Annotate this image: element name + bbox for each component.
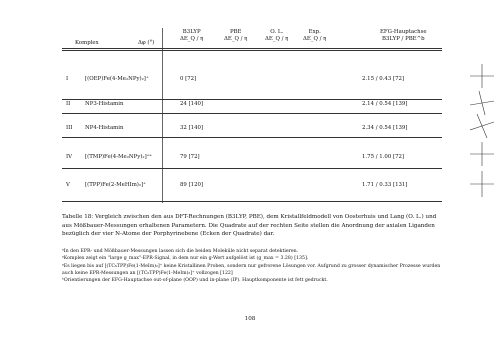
row-rule <box>62 113 442 114</box>
footnotes <box>62 248 442 284</box>
header-pbe: PBE ΔE_Q / η <box>224 29 248 42</box>
table-row: II NP3-Histamin 24 [140] 2.14 / 0.54 [139] <box>66 101 408 107</box>
row-rule <box>62 137 442 138</box>
ligand-orientation-square <box>470 113 496 141</box>
row-rule <box>62 168 442 169</box>
ligand-orientation-square <box>470 170 496 198</box>
table-row: III NP4-Histamin 32 [140] 2.34 / 0.54 [139] <box>66 125 408 131</box>
header-exp: Exp. ΔE_Q / η <box>303 29 327 42</box>
table-row: I [(OEP)Fe(4-Me₂NPy)₂]⁺ 0 [72] 2.15 / 0.43 [72] <box>66 76 405 82</box>
table-row: V [(TPP)Fe(2-MeHIm)₂]⁺ 89 [120] 1.71 / 0.33 [131] <box>66 182 408 188</box>
ligand-orientation-square <box>470 141 496 169</box>
footnote: ᵃEs liegen bis auf [(TC₆TPP)Fe(1-MeIm)₂]⁺ keine Kristallinen Proben, sondern nur gefrorene Lösungen vor. Aufgrund zu grosser dynamischer Prozesse wurden auch keine EPR-Messungen an [(TC₆TPP)Fe(1-MeIm)₂]⁺ vollzogen [122] <box>62 263 441 276</box>
page-number: 108 <box>244 316 256 322</box>
header-b3lyp: B3LYP ΔE_Q / η <box>180 29 204 42</box>
header-ol: O. L. ΔE_Q / η <box>265 29 289 42</box>
header-efg: EFG-Hauptachse B3LYP / PBE^b <box>380 29 427 42</box>
header-complex: Komplex <box>75 40 99 46</box>
footnote: ᵇOrientierungen der EFG-Hauptachse out-of-plane (OOP) und in-plane (IP). Hauptkomponente ist fett gedruckt. <box>62 278 328 284</box>
table-caption: Tabelle 18: Vergleich zwischen den aus DFT-Rechnungen (B3LYP, PBE), dem Kristallfeldmodell von Oosterhuis und Lang (O. L.) und aus Mößbauer-Messungen erhaltenen Parametern. Die Quadrate auf der rechten Seite stellen die Anordnung der axialen Liganden bezüglich der vier N-Atome der Porphyrinebene (Ecken der Quadrate) dar. <box>62 214 437 237</box>
header-rule <box>62 48 442 49</box>
table-bottom-rule <box>62 201 442 202</box>
footnote: ᵃIn den EPR- und Mößbauer-Messungen lassen sich die beiden Moleküle nicht separat detektieren. <box>62 249 299 254</box>
header-angle: Δφ (°) <box>138 40 155 46</box>
header-rule-2 <box>62 50 442 51</box>
table-row: IV [(TMP)Fe(4-Me₂NPy)₂]⁺ᵃ 79 [72] 1.75 / 1.00 [72] <box>66 154 405 160</box>
ligand-orientation-square <box>470 63 496 91</box>
footnote: ᵃKomplex zeigt ein "large g_max"-EPR-Signal, in dem nur ein g-Wert aufgelöst ist (g_max = 3.28) [135]. <box>62 256 309 262</box>
column-divider <box>162 28 163 203</box>
